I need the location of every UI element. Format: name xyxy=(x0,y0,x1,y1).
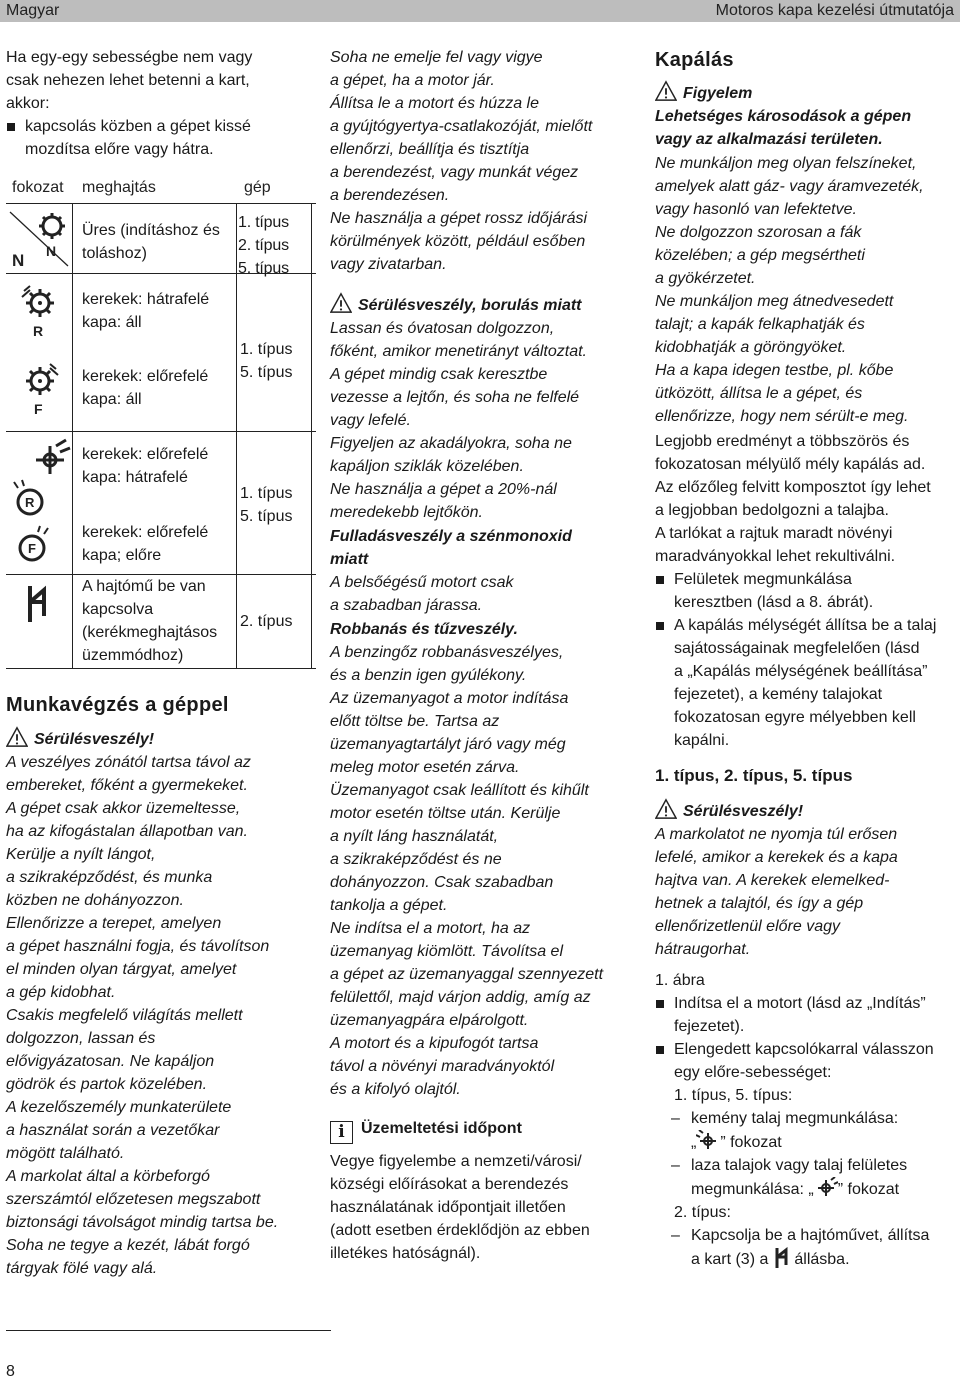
section-heading-tilling: Kapálás xyxy=(655,49,734,71)
machine-tiller: 1. típus 5. típus xyxy=(240,485,293,525)
warning-title-rollover: Sérülésveszély, borulás miatt xyxy=(330,292,645,317)
machine-rf: 1. típus 5. típus xyxy=(240,341,293,381)
caution-text: Lehetséges károsodások a gépen vagy az alkalmazási területen. xyxy=(655,108,912,148)
warning-title-2: Sérülésveszély! xyxy=(655,798,955,823)
svg-text:F: F xyxy=(34,401,43,417)
table-divider xyxy=(236,203,237,668)
info-text: Vegye figyelembe a nemzeti/városi/ községi előírásokat a berendezés használatának időpontjait illetően (adott esetben érdeklődjön az ebben illetékes hatóságnál). xyxy=(330,1153,590,1262)
co-heading: Fulladásveszély a szénmonoxid miatt xyxy=(330,528,572,568)
info-heading: i Üzemeltetési időpont xyxy=(330,1117,645,1144)
svg-text:F: F xyxy=(28,541,36,556)
loose-soil-item: – laza talajok vagy talaj felületes megmunkálása: „ ” fokozat xyxy=(655,1154,955,1201)
tiller-gear-icons xyxy=(10,434,72,574)
svg-text:N: N xyxy=(46,243,57,259)
warning-icon xyxy=(6,726,28,748)
header-language: Magyar xyxy=(6,2,60,19)
reverse-gear-icon xyxy=(16,281,66,341)
fire-heading: Robbanás és tűzveszély. xyxy=(330,621,518,638)
machine-gearbox: 2. típus xyxy=(240,613,293,630)
gearbox-engaged-icon xyxy=(771,1247,791,1269)
handle-warning-text: A markolatot ne nyomja túl erősen lefelé, amikor a kerekek és a kapa hajtva van. A kerekek elemelked- hetnek a talajtól, és így a gép ellenőrizetlenül előre vagy hátraugorhat. xyxy=(655,826,898,958)
rollover-text: Lassan és óvatosan dolgozzon, főként, amikor menetirányt változtat. A gépet mindig csak keresztbe vezesse a lejtőn, és soha ne felfelé vagy lefelé. Figyeljen az akadályokra, soha ne kapáljon sziklák közelében. Ne használja a gépet a 20%-nál meredekebb lejtőkön. xyxy=(330,320,587,521)
neutral-gear-icon xyxy=(6,208,72,270)
step-bullet: Elengedett kapcsolókarral válasszon egy előre-sebességet: xyxy=(655,1038,955,1084)
type-2-label: 2. típus: xyxy=(674,1204,731,1221)
tilling-bullet: Felületek megmunkálása keresztben (lásd a 8. ábrát). xyxy=(655,568,955,614)
column-1-lower xyxy=(6,692,326,1280)
drive-tiller-fwd: kerekek: előrefelé kapa; előre xyxy=(82,524,209,564)
warning-icon xyxy=(655,80,677,102)
page-number: 8 xyxy=(6,1363,15,1380)
drive-tiller-back: kerekek: előrefelé kapa: hátrafelé xyxy=(82,446,209,486)
gearbox-item: – Kapcsolja be a hajtóművet, állítsa a kart (3) a állásba. xyxy=(655,1224,955,1271)
machine-neutral: 1. típus 2. típus 5. típus xyxy=(238,214,289,277)
drive-neutral: Üres (indításhoz és toláshoz) xyxy=(82,222,220,262)
fire-text: A benzingőz robbanásveszélyes, és a benzin igen gyúlékony. Az üzemanyagot a motor indítása előtt töltse be. Tartsa az üzemanyagtartályt járó vagy még meleg motor esetén zárva. Üzemanyagot csak leállított és kihűlt motor esetén töltse után. Kerülje a nyílt láng használatát, a szikraképződést és ne dohányozzon. Csak szabadban tankolja a gépet. Ne indítsa el a motort, ha az üzemanyag kiömlött. Távolítsa el a gépet az üzemanyaggal szennyezett felülettől, majd várjon addig, amíg az üzemanyagpára elpárolgott. A motort és a kipufogót tartsa távol a növényi maradványoktól és a kifolyó olajtól. xyxy=(330,644,604,1098)
table-divider xyxy=(72,203,73,668)
column-2 xyxy=(330,46,645,1265)
warning-icon xyxy=(330,292,352,314)
safety-text: A veszélyes zónától tartsa távol az embereket, főként a gyermekeket. A gépet csak akkor üzemeltesse, ha az kifogástalan állapotban van. Kerülje a nyílt lángot, a szikraképződést, és munka közben ne dohányozzon. Ellenőrizze a terepet, amelyen a gépet használni fogja, és távolítson el minden olyan tárgyat, amelyet a gép kidobhat. Csakis megfelelő világítás mellett dolgozzon, lassan és elővigyázatosan. Ne kapáljon gödrök és partok közelében. A kezelőszemély munkaterülete a használat során a vezetőkar mögött található. A markolat által a körbeforgó szerszámtól előzetesen megszabott biztonsági távolságot mindig tartsa be. Soha ne tegye a kezét, lábát forgó tárgyak fölé vagy alá. xyxy=(6,754,279,1277)
intro-bullet: kapcsolás közben a gépet kissé mozdítsa előre vagy hátra. xyxy=(6,115,326,161)
tiller-reverse-icon xyxy=(696,1130,720,1150)
hard-soil-item: – kemény talaj megmunkálása: „ ” fokozat xyxy=(655,1107,955,1154)
header-title: Motoros kapa kezelési útmutatója xyxy=(715,2,954,19)
info-icon: i xyxy=(330,1121,353,1144)
step-bullet: Indítsa el a motort (lásd az „Indítás” fejezetet). xyxy=(655,992,955,1038)
col-header-machine: gép xyxy=(244,179,271,196)
col-header-gear: fokozat xyxy=(12,179,64,196)
drive-forward: kerekek: előrefelé kapa: áll xyxy=(82,368,209,408)
svg-text:R: R xyxy=(25,495,35,510)
table-rule xyxy=(6,668,316,669)
intro-line: Ha egy-egy sebességbe nem vagy xyxy=(6,49,253,66)
table-rule xyxy=(6,203,316,204)
tilling-bullet: A kapálás mélységét állítsa be a talaj sajátosságainak megfelelően (lásd a „Kapálás mélységének beállítása” fejezetet), a kemény talajokat fokozatosan egyre mélyebben kell kapálni. xyxy=(655,614,955,752)
gearbox-engaged-icon xyxy=(20,584,50,624)
safety-text-2: Soha ne emelje fel vagy vigye a gépet, ha a motor jár. Állítsa le a motort és húzza le a gyújtógyertya-csatlakozóját, mielőtt ellenőrzi, beállítja és tisztítja a berendezést, vagy munkát végez a berendezésen. Ne használja a gépet rossz időjárási körülmények között, például esőben vagy zivatarban. xyxy=(330,49,593,273)
column-1 xyxy=(6,46,326,161)
types-heading: 1. típus, 2. típus, 5. típus xyxy=(655,766,853,785)
types-15-label: 1. típus, 5. típus: xyxy=(674,1087,793,1104)
tilling-text: Legjobb eredményt a többszörös és fokozatosan mélyülő mély kapálás ad. Az előzőleg felvitt komposztot így lehet a legjobban bedolgozni a talajba. A tarlókat a rajtuk maradt növényi maradványokkal lehet rekultiválni. xyxy=(655,433,931,565)
svg-text:R: R xyxy=(33,323,44,339)
figure-ref: 1. ábra xyxy=(655,972,705,989)
intro-line: akkor: xyxy=(6,95,50,112)
warning-title: Sérülésveszély! xyxy=(6,726,326,751)
drive-reverse: kerekek: hátrafelé kapa: áll xyxy=(82,291,210,331)
table-divider xyxy=(311,203,312,668)
table-rule xyxy=(6,431,316,432)
svg-text:N: N xyxy=(12,251,25,270)
drive-gearbox: A hajtómű be van kapcsolva (kerékmeghajtásos üzemmódhoz) xyxy=(82,578,218,664)
footer-rule xyxy=(6,1330,331,1331)
tilling-cautions: Ne munkáljon meg olyan felszíneket, amelyek alatt gáz- vagy áramvezeték, vagy hasonló van lefektetve. Ne dolgozzon szorosan a fák közelében; a gép megsértheti a gyökérzetet. Ne munkáljon meg átnedvesedett talajt; a kapák felkaphatják és kidobhatják a göröngyöket. Ha a kapa idegen testbe, pl. kőbe ütközött, állítsa le a gépet, és ellenőrizze, hogy nem sérült-e meg. xyxy=(655,155,924,425)
warning-icon xyxy=(655,798,677,820)
forward-gear-icon xyxy=(16,361,66,421)
column-3 xyxy=(655,46,955,1271)
caution-title: Figyelem xyxy=(655,80,955,105)
intro-line: csak nehezen lehet betenni a kart, xyxy=(6,72,250,89)
page-header xyxy=(0,0,960,22)
tiller-forward-icon xyxy=(814,1177,838,1197)
co-text: A belsőégésű motort csak a szabadban járassa. xyxy=(330,574,514,614)
section-heading-work: Munkavégzés a géppel xyxy=(6,694,229,716)
col-header-drive: meghajtás xyxy=(82,179,156,196)
